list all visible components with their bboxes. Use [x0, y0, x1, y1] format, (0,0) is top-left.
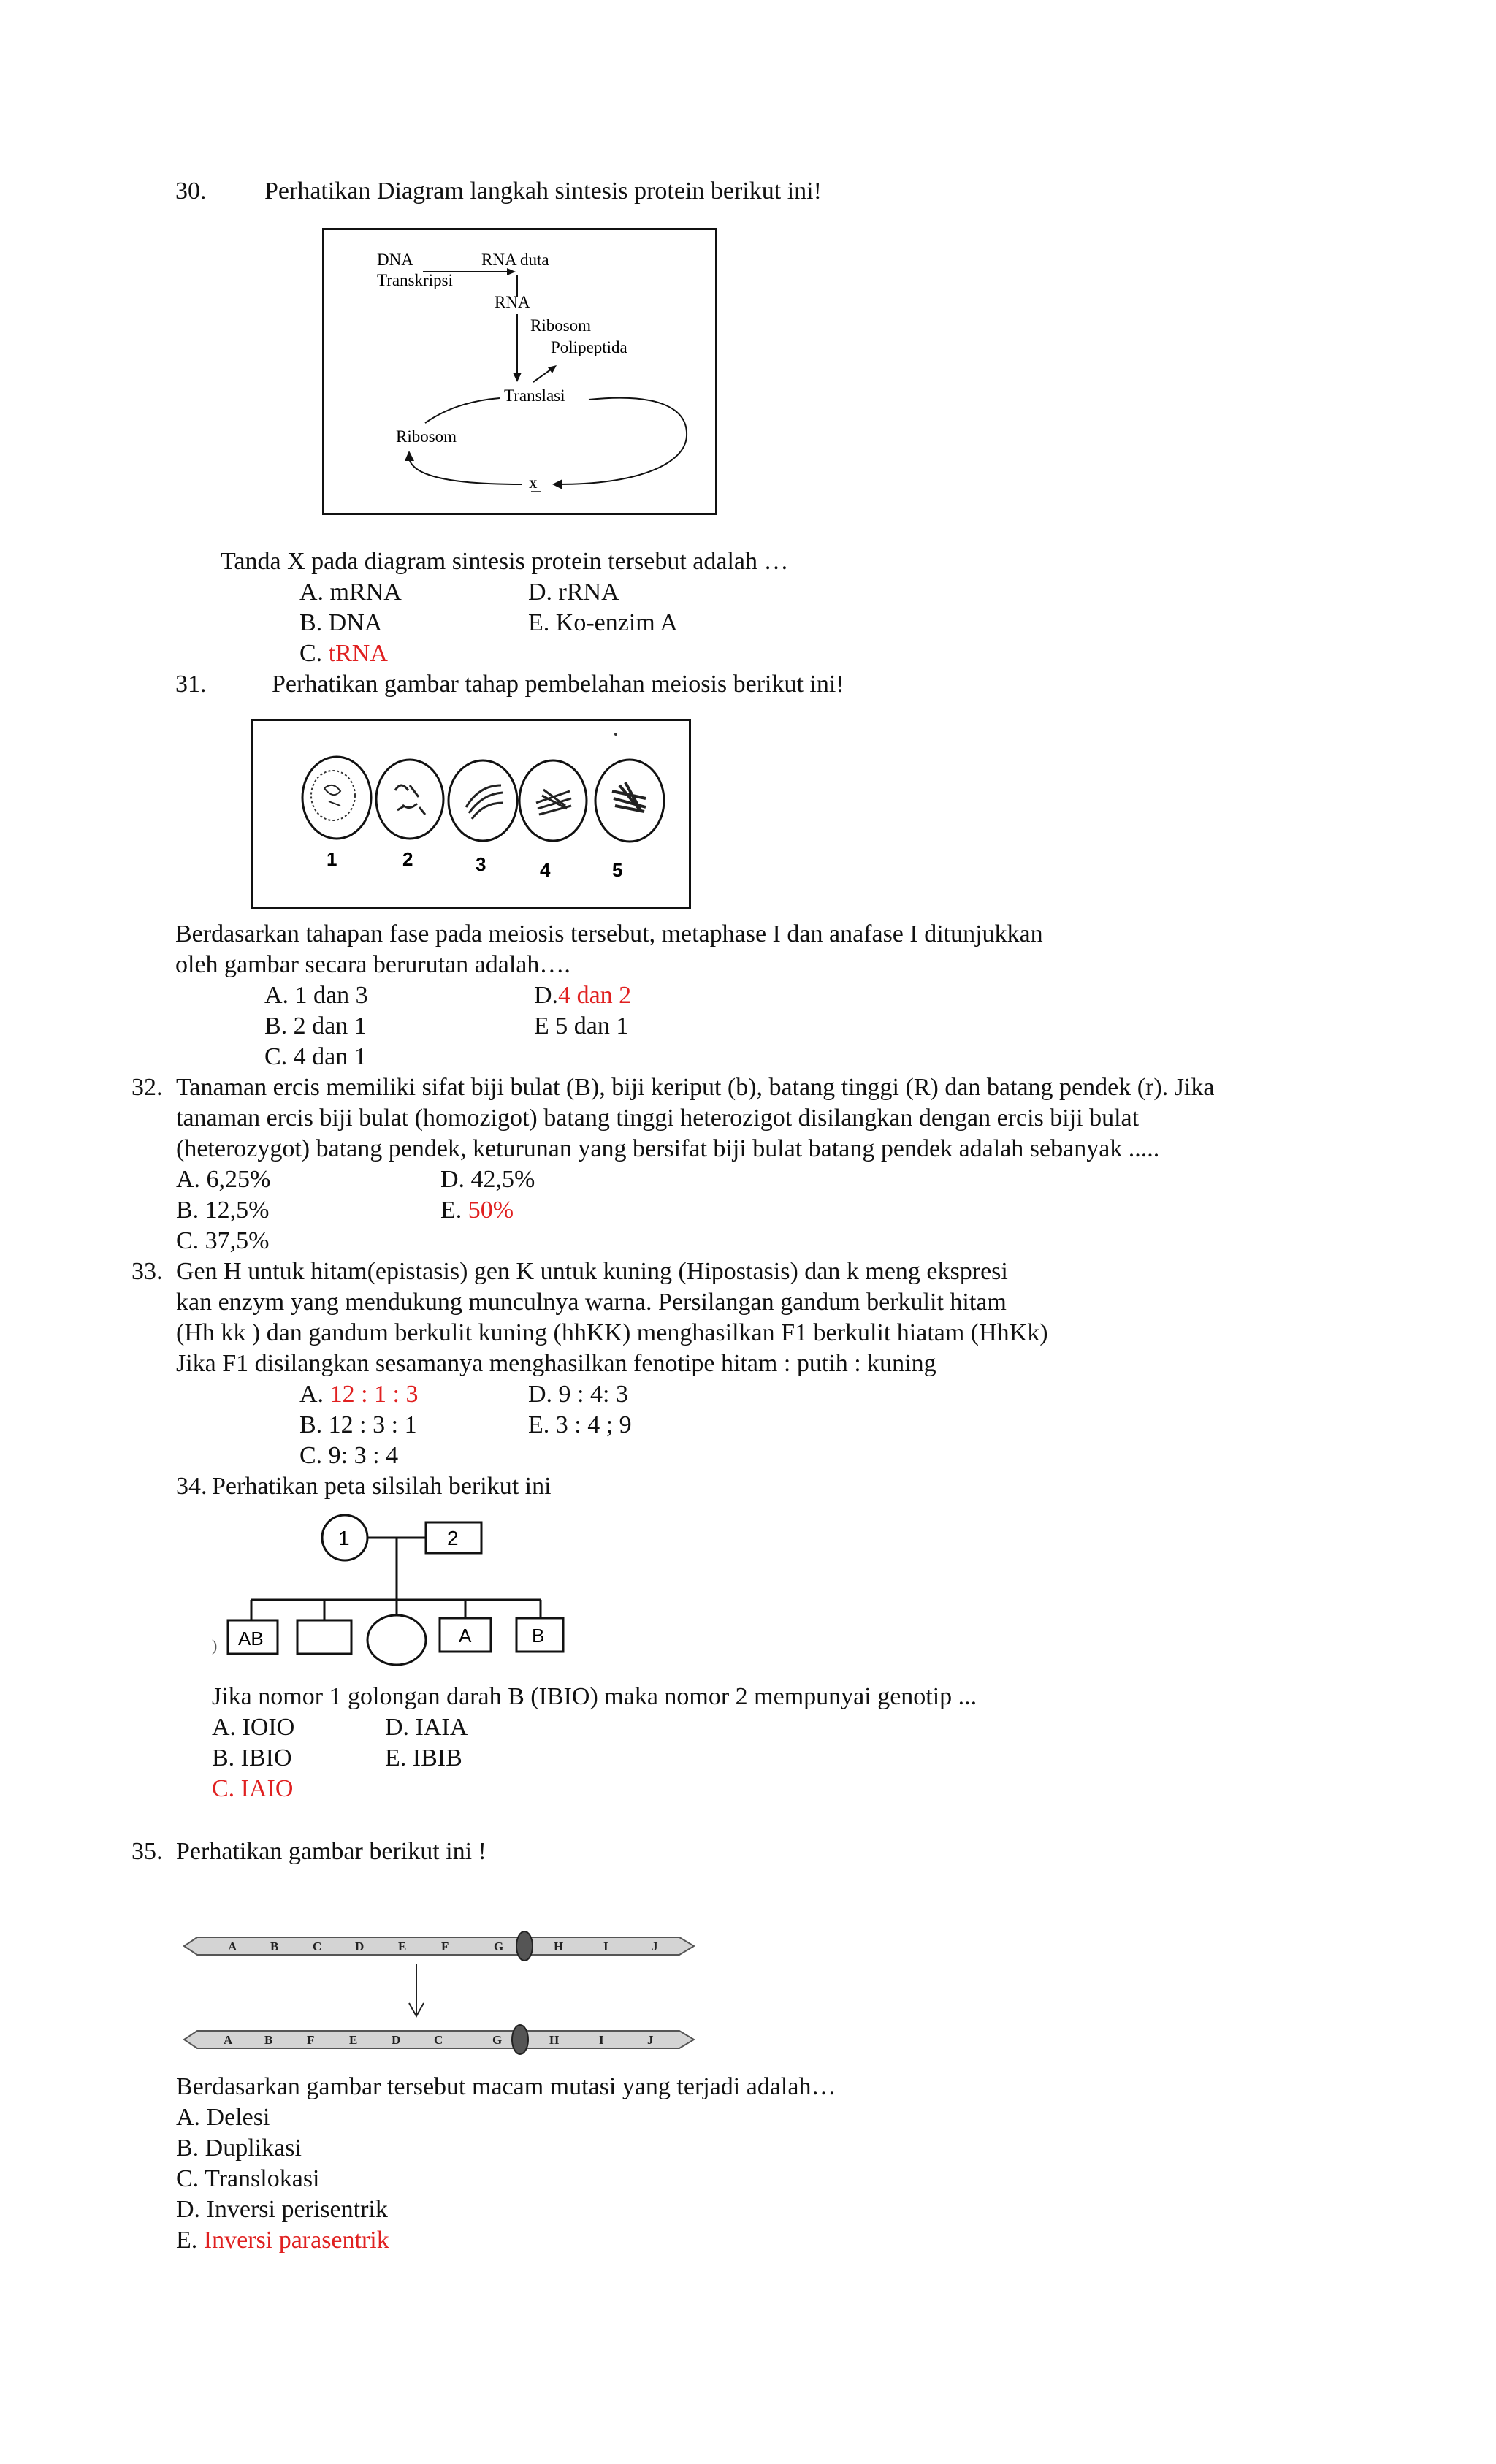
q31-question-line-2: oleh gambar secara berurutan adalah….	[175, 951, 570, 978]
meiosis-cell-5	[595, 760, 664, 842]
translation-arrowhead	[513, 373, 522, 382]
polypeptide-arrowhead	[548, 365, 557, 373]
q30-number: 30.	[175, 178, 207, 205]
q35-option-a[interactable]: A. Delesi	[176, 2104, 270, 2131]
q31-number: 31.	[175, 671, 207, 698]
centromere-top	[516, 1931, 533, 1961]
diagram-dna-label: DNA	[377, 251, 413, 269]
cell-label-2: 2	[402, 848, 413, 870]
chromosome-top-gene-2: B	[270, 1939, 279, 1953]
diagram-rna-duta-label: RNA duta	[481, 251, 549, 269]
chromosome-bottom-gene-8: H	[549, 2033, 560, 2047]
pedigree-child-2	[297, 1620, 351, 1654]
q30-option-c-letter: C.	[299, 640, 323, 667]
q34-number: 34.	[176, 1473, 207, 1500]
q31-option-e[interactable]: E 5 dan 1	[534, 1012, 629, 1040]
q34-option-e[interactable]: E. IBIB	[385, 1744, 462, 1771]
chromosome-bottom-gene-9: I	[599, 2033, 604, 2047]
meiosis-cells	[253, 721, 689, 907]
cycle-arrowhead-bottom	[552, 479, 562, 489]
cell-label-1: 1	[327, 848, 337, 870]
q35-option-b[interactable]: B. Duplikasi	[176, 2135, 302, 2162]
q30-diagram	[322, 228, 717, 515]
cell-label-3: 3	[476, 853, 486, 875]
q34-pedigree	[206, 1512, 571, 1673]
cycle-arc-left	[409, 458, 522, 484]
q32-option-a[interactable]: A. 6,25%	[176, 1166, 271, 1193]
pedigree-child-4-label: A	[459, 1625, 472, 1647]
cell-label-4: 4	[540, 859, 551, 881]
q30-option-a[interactable]: A. mRNA	[299, 579, 402, 606]
q35-option-d[interactable]: D. Inversi perisentrik	[176, 2196, 388, 2223]
q32-option-c[interactable]: C. 37,5%	[176, 1227, 270, 1254]
meiosis-cell-3	[449, 760, 517, 841]
diagram-translasi-label: Translasi	[504, 386, 565, 405]
q35-answer: Inversi parasentrik	[197, 2227, 389, 2254]
chromosome-top-gene-4: D	[355, 1939, 365, 1953]
cycle-arc-top-left	[425, 398, 500, 423]
q33-number: 33.	[131, 1258, 163, 1285]
q34-question: Jika nomor 1 golongan darah B (IBIO) maka nomor 2 mempunyai genotip ...	[212, 1683, 977, 1710]
pedigree-edge-mark: )	[212, 1636, 218, 1655]
q31-meiosis-figure	[251, 719, 691, 909]
q33-option-a[interactable]	[299, 1380, 418, 1409]
q30-option-c[interactable]	[299, 639, 388, 668]
protein-synthesis-diagram	[324, 230, 715, 513]
q31-option-c[interactable]: C. 4 dan 1	[264, 1043, 367, 1070]
pedigree-child-5-label: B	[532, 1625, 545, 1647]
chromosome-bottom-gene-10: J	[647, 2033, 654, 2047]
q32-line-3: (heterozygot) batang pendek, keturunan yang bersifat biji bulat batang pendek adalah sebanyak .....	[176, 1135, 1160, 1162]
chromosome-bottom-gene-2: B	[264, 2033, 273, 2047]
q30-option-d[interactable]: D. rRNA	[528, 579, 619, 606]
q35-chromosome-figure	[175, 1921, 701, 2067]
q35-option-e[interactable]	[176, 2226, 389, 2255]
q30-question: Tanda X pada diagram sintesis protein tersebut adalah …	[221, 548, 789, 575]
q35-question: Berdasarkan gambar tersebut macam mutasi yang terjadi adalah…	[176, 2073, 836, 2100]
q35-option-e-letter: E.	[176, 2227, 198, 2254]
chromosome-top-gene-7: G	[494, 1939, 504, 1953]
chromosome-top-gene-9: I	[603, 1939, 608, 1953]
chromosome-top-gene-10: J	[652, 1939, 658, 1953]
centromere-bottom	[512, 2025, 528, 2054]
q31-option-d[interactable]	[534, 981, 631, 1010]
q34-option-b[interactable]: B. IBIO	[212, 1744, 292, 1771]
q31-answer: 4 dan 2	[558, 982, 632, 1009]
q33-option-e[interactable]: E. 3 : 4 ; 9	[528, 1411, 632, 1438]
transcription-arrowhead	[507, 268, 516, 275]
q31-option-d-letter: D.	[534, 982, 559, 1009]
q30-option-e[interactable]: E. Ko-enzim A	[528, 609, 678, 636]
pedigree-person-1-label: 1	[338, 1527, 350, 1549]
q32-option-b[interactable]: B. 12,5%	[176, 1197, 270, 1224]
q33-line-2: kan enzym yang mendukung munculnya warna. Persilangan gandum berkulit hitam	[176, 1289, 1007, 1316]
q31-prompt: Perhatikan gambar tahap pembelahan meiosis berikut ini!	[272, 671, 844, 698]
q34-option-a[interactable]: A. IOIO	[212, 1714, 295, 1741]
q32-number: 32.	[131, 1074, 163, 1101]
diagram-x-label: x	[529, 473, 538, 492]
pedigree-child-1-label: AB	[238, 1628, 264, 1649]
chromosome-top	[184, 1937, 694, 1955]
diagram-polipeptida-label: Polipeptida	[551, 338, 627, 356]
q32-line-2: tanaman ercis biji bulat (homozigot) batang tinggi heterozigot disilangkan dengan ercis biji bulat	[176, 1105, 1140, 1132]
q34-option-c-answer[interactable]: C. IAIO	[212, 1775, 294, 1802]
meiosis-cell-2	[376, 760, 443, 839]
q33-line-3: (Hh kk ) dan gandum berkulit kuning (hhKK) menghasilkan F1 berkulit hiatam (HhKk)	[176, 1319, 1048, 1346]
q33-line-4: Jika F1 disilangkan sesamanya menghasilkan fenotipe hitam : putih : kuning	[176, 1350, 936, 1377]
chromosome-bottom-gene-3: F	[307, 2033, 315, 2047]
meiosis-cell-1	[302, 757, 371, 839]
chromosome-top-gene-1: A	[228, 1939, 237, 1953]
chromosome-top-gene-8: H	[554, 1939, 564, 1953]
q33-answer: 12 : 1 : 3	[324, 1381, 419, 1408]
q33-option-c[interactable]: C. 9: 3 : 4	[299, 1442, 399, 1469]
q33-option-d[interactable]: D. 9 : 4: 3	[528, 1381, 628, 1408]
q30-option-b[interactable]: B. DNA	[299, 609, 383, 636]
chromosome-top-gene-3: C	[313, 1939, 322, 1953]
q32-option-e-letter: E.	[440, 1197, 462, 1224]
q33-line-1: Gen H untuk hitam(epistasis) gen K untuk kuning (Hipostasis) dan k meng ekspresi	[176, 1258, 1008, 1285]
pedigree-chart	[206, 1512, 571, 1673]
q31-option-b[interactable]: B. 2 dan 1	[264, 1012, 367, 1040]
cell-label-5: 5	[612, 859, 623, 881]
q32-line-1: Tanaman ercis memiliki sifat biji bulat (B), biji keriput (b), batang tinggi (R) dan batang pendek (r). Jika	[176, 1074, 1215, 1101]
q34-option-d[interactable]: D. IAIA	[385, 1714, 468, 1741]
chromosome-top-gene-6: F	[441, 1939, 449, 1953]
chromosome-bottom-gene-1: A	[224, 2033, 233, 2047]
q31-option-a[interactable]: A. 1 dan 3	[264, 982, 368, 1009]
q32-option-e[interactable]	[440, 1196, 514, 1225]
diagram-rna-label: RNA	[495, 293, 530, 311]
q35-option-c[interactable]: C. Translokasi	[176, 2165, 320, 2192]
q33-option-a-letter: A.	[299, 1381, 324, 1408]
chromosome-bottom-gene-7: G	[492, 2033, 503, 2047]
q30-prompt: Perhatikan Diagram langkah sintesis protein berikut ini!	[264, 178, 822, 205]
q34-prompt: Perhatikan peta silsilah berikut ini	[212, 1473, 552, 1500]
stray-dot	[614, 733, 617, 736]
chromosome-bottom-gene-4: E	[349, 2033, 358, 2047]
q30-answer: tRNA	[322, 640, 388, 667]
chromosome-top-gene-5: E	[398, 1939, 407, 1953]
pedigree-child-3	[367, 1615, 426, 1665]
diagram-ribosom-left-label: Ribosom	[396, 427, 457, 446]
q35-prompt: Perhatikan gambar berikut ini !	[176, 1838, 486, 1865]
q32-answer: 50%	[462, 1197, 514, 1224]
cycle-arrowhead-left	[405, 451, 414, 461]
cycle-arc-right	[558, 398, 687, 484]
chromosome-bottom-gene-6: C	[434, 2033, 443, 2047]
diagram-transkripsi-label: Transkripsi	[377, 271, 453, 289]
diagram-ribosom-top-label: Ribosom	[530, 316, 592, 335]
chromosome-inversion-diagram	[175, 1921, 701, 2067]
chromosome-bottom-gene-5: D	[392, 2033, 401, 2047]
q35-number: 35.	[131, 1838, 163, 1865]
pedigree-person-2-label: 2	[447, 1527, 459, 1549]
q33-option-b[interactable]: B. 12 : 3 : 1	[299, 1411, 417, 1438]
q31-question-line-1: Berdasarkan tahapan fase pada meiosis tersebut, metaphase I dan anafase I ditunjukkan	[175, 920, 1043, 947]
q32-option-d[interactable]: D. 42,5%	[440, 1166, 535, 1193]
